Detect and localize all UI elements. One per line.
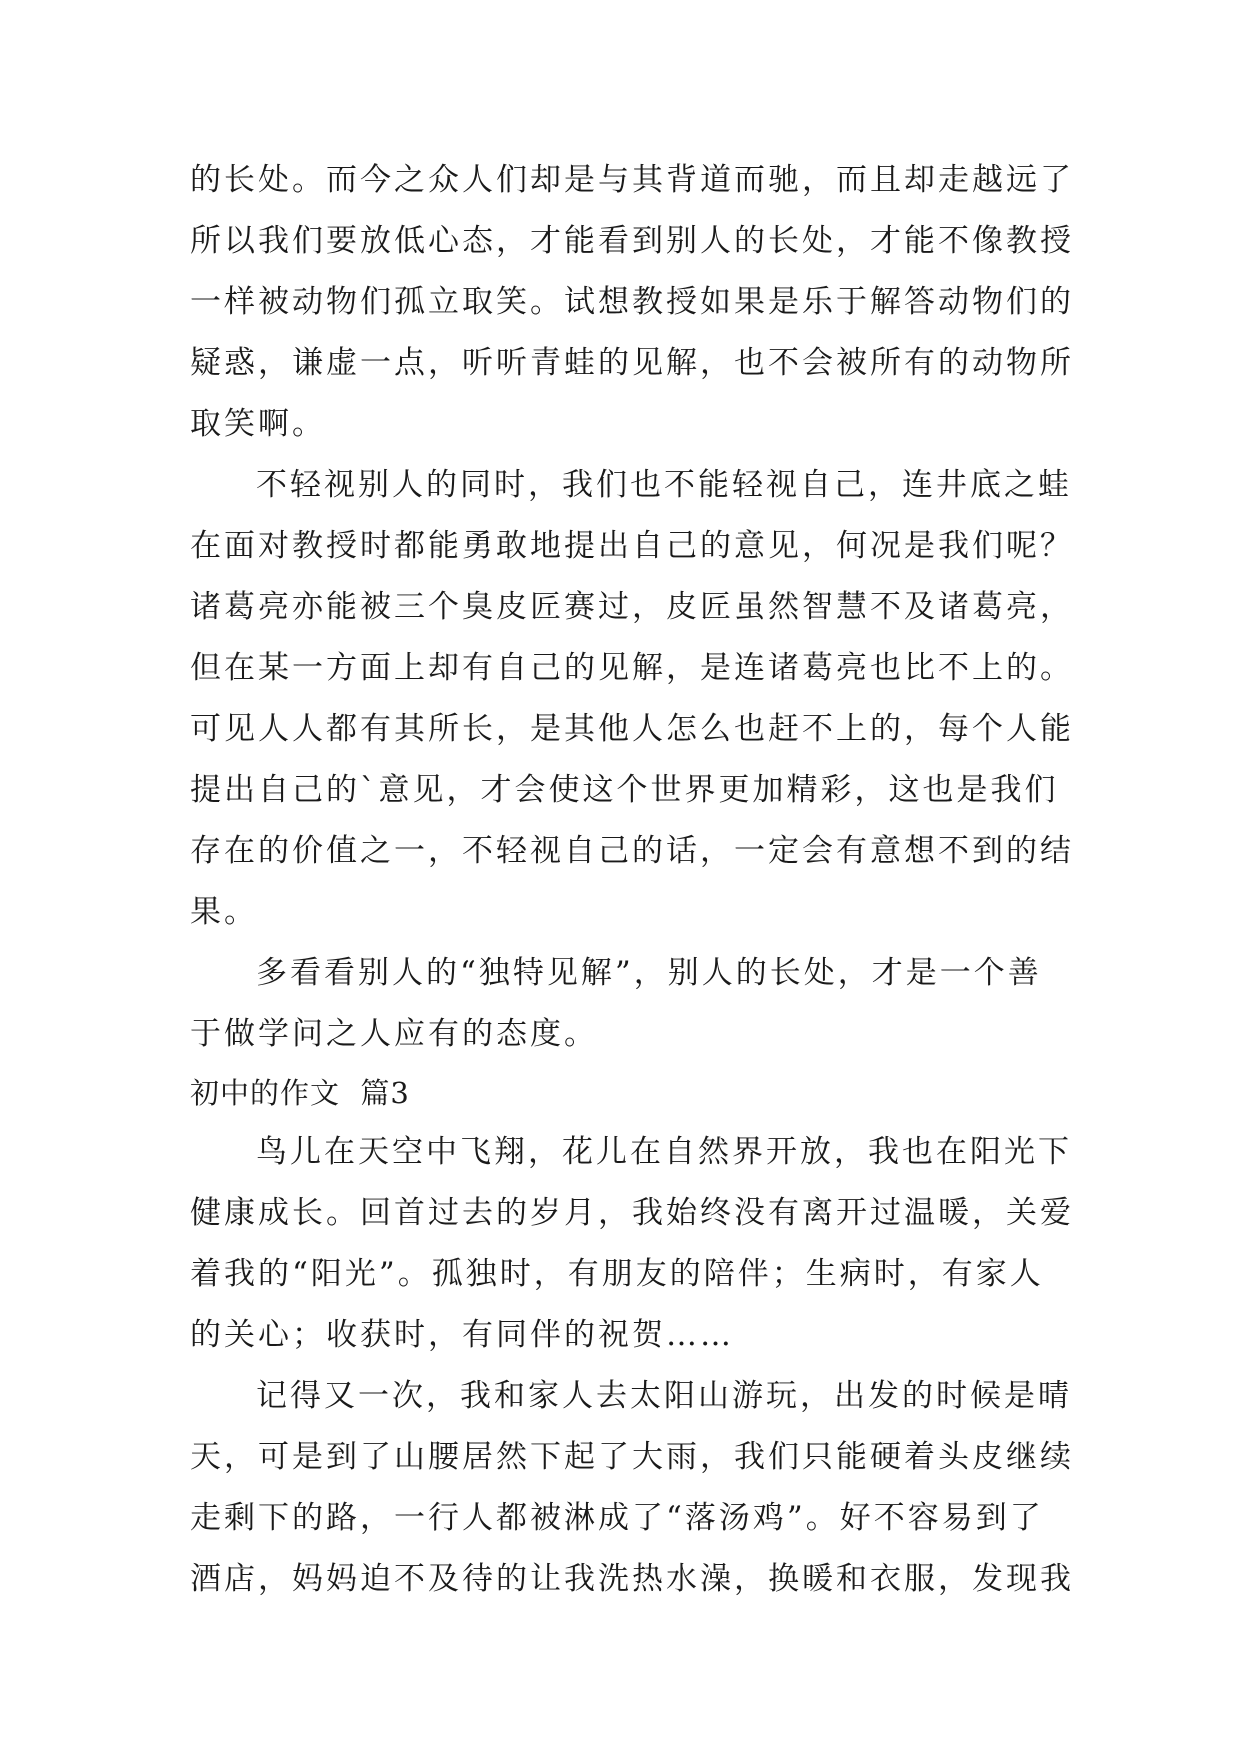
text-line: 一样被动物们孤立取笑。试想教授如果是乐于解答动物们的: [190, 284, 1074, 320]
paragraph-first-line: 多看看别人的“独特见解”，别人的长处，才是一个善: [256, 955, 1042, 991]
text-line: 提出自己的`意见，才会使这个世界更加精彩，这也是我们: [190, 772, 1059, 808]
text-line: 但在某一方面上却有自己的见解，是连诸葛亮也比不上的。: [190, 650, 1074, 686]
text-line: 可见人人都有其所长，是其他人怎么也赶不上的，每个人能: [190, 711, 1074, 747]
text-line: 在面对教授时都能勇敢地提出自己的意见，何况是我们呢？: [190, 528, 1074, 564]
paragraph-first-line: 记得又一次，我和家人去太阳山游玩，出发的时候是晴: [256, 1378, 1072, 1414]
document-body: [190, 150, 1074, 1610]
text-line: 的关心；收获时，有同伴的祝贺……: [190, 1317, 734, 1353]
text-line: 天，可是到了山腰居然下起了大雨，我们只能硬着头皮继续: [190, 1439, 1074, 1475]
paragraph-first-line: 鸟儿在天空中飞翔，花儿在自然界开放，我也在阳光下: [256, 1134, 1072, 1170]
text-line: 健康成长。回首过去的岁月，我始终没有离开过温暖，关爱: [190, 1195, 1074, 1231]
text-line: 走剩下的路，一行人都被淋成了“落汤鸡”。好不容易到了: [190, 1500, 1044, 1536]
text-line: 酒店，妈妈迫不及待的让我洗热水澡，换暖和衣服，发现我: [190, 1561, 1074, 1597]
text-line: 果。: [190, 894, 258, 930]
section-heading: 初中的作文 篇3: [190, 1076, 410, 1110]
text-line: 诸葛亮亦能被三个臭皮匠赛过，皮匠虽然智慧不及诸葛亮，: [190, 589, 1074, 625]
text-line: 存在的价值之一，不轻视自己的话，一定会有意想不到的结: [190, 833, 1074, 869]
text-line: 于做学问之人应有的态度。: [190, 1016, 598, 1052]
text-line: 着我的“阳光”。孤独时，有朋友的陪伴；生病时，有家人: [190, 1256, 1044, 1292]
text-line: 取笑啊。: [190, 406, 326, 442]
text-line: 的长处。而今之众人们却是与其背道而驰，而且却走越远了: [190, 162, 1074, 198]
text-line: 疑惑，谦虚一点，听听青蛙的见解，也不会被所有的动物所: [190, 345, 1074, 381]
paragraph-first-line: 不轻视别人的同时，我们也不能轻视自己，连井底之蛙: [256, 467, 1072, 503]
text-line: 所以我们要放低心态，才能看到别人的长处，才能不像教授: [190, 223, 1074, 259]
